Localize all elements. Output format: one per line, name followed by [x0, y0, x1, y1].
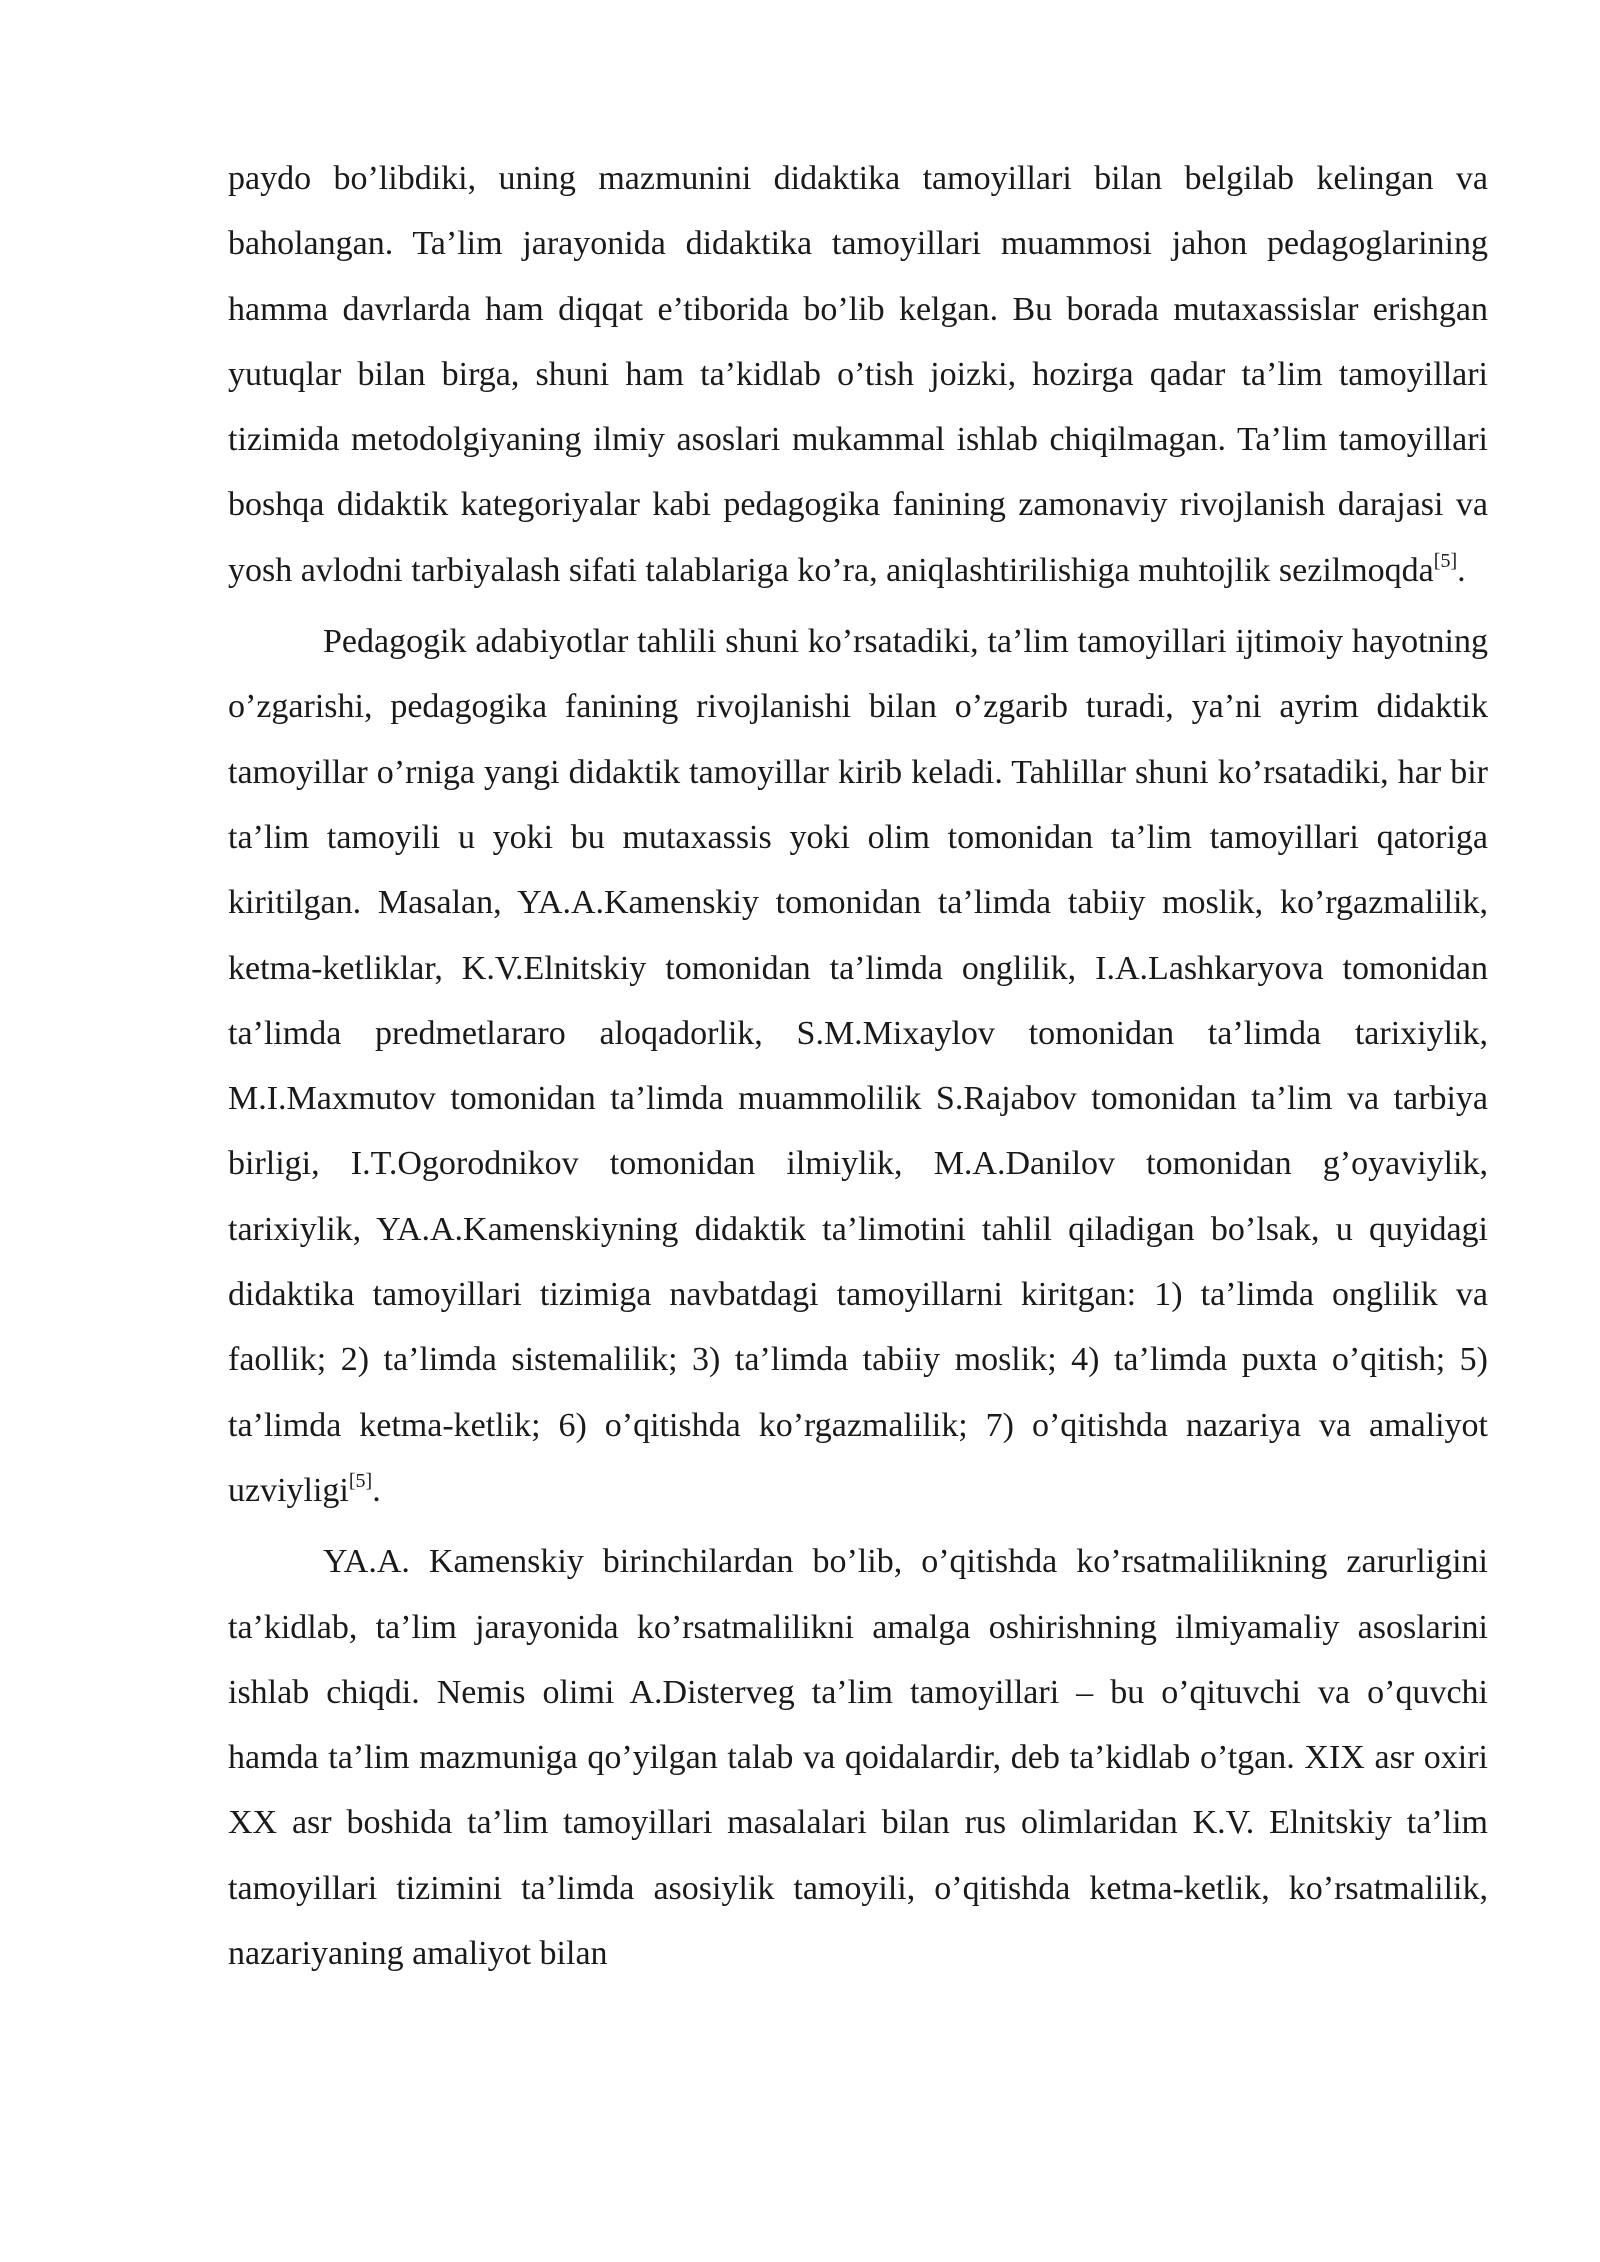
- paragraph-2-text: Pedagogik adabiyotlar tahlili shuni ko’rsatadiki, ta’lim tamoyillari ijtimoiy hayotning o’zgarishi, pedagogika fanining rivojlanishi bilan o’zgarib turadi, ya’ni ayrim didaktik tamoyillar o’rniga yangi didaktik tamoyillar kirib keladi. Tahlillar shuni ko’rsatadiki, har bir ta’lim tamoyili u yoki bu mutaxassis yoki olim tomonidan ta’lim tamoyillari qatoriga kiritilgan. Masalan, YA.A.Kamenskiy tomonidan ta’limda tabiiy moslik, ko’rgazmalilik, ketma-ketliklar, K.V.Elnitskiy tomonidan ta’limda onglilik, I.A.Lashkaryova tomonidan ta’limda predmetlararo aloqadorlik, S.M.Mixaylov tomonidan ta’limda tarixiylik, M.I.Maxmutov tomonidan ta’limda muammolilik S.Rajabov tomonidan ta’lim va tarbiya birligi, I.T.Ogorodnikov tomonidan ilmiylik, M.A.Danilov tomonidan g’oyaviylik, tarixiylik, YA.A.Kamenskiyning didaktik ta’limotini tahlil qiladigan bo’lsak, u quyidagi didaktika tamoyillari tizimiga navbatdagi tamoyillarni kiritgan: 1) ta’limda onglilik va faollik; 2) ta’limda sistemalilik; 3) ta’limda tabiiy moslik; 4) ta’limda puxta o’qitish; 5) ta’limda ketma-ketlik; 6) o’qitishda ko’rgazmalilik; 7) o’qitishda nazariya va amaliyot uzviyligi: [228, 623, 1488, 1509]
- citation-reference: [5]: [1433, 549, 1458, 572]
- paragraph-2-end: .: [372, 1471, 381, 1509]
- paragraph-2: [228, 609, 1488, 1523]
- document-page: [228, 146, 1488, 1986]
- paragraph-1-end: .: [1457, 551, 1466, 589]
- paragraph-1: [228, 146, 1488, 603]
- paragraph-3-text: YA.A. Kamenskiy birinchilardan bo’lib, o’qitishda ko’rsatmalilikning zarurligini ta’kidlab, ta’lim jarayonida ko’rsatmalilikni amalga oshirishning ilmiyamaliy asoslarini ishlab chiqdi. Nemis olimi A.Disterveg ta’lim tamoyillari – bu o’qituvchi va o’quvchi hamda ta’lim mazmuniga qo’yilgan talab va qoidalardir, deb ta’kidlab o’tgan. XIX asr oxiri XX asr boshida ta’lim tamoyillari masalalari bilan rus olimlaridan K.V. Elnitskiy ta’lim tamoyillari tizimini ta’limda asosiylik tamoyili, o’qitishda ketma-ketlik, ko’rsatmalilik, nazariyaning amaliyot bilan: [228, 1543, 1488, 1973]
- paragraph-1-text: paydo bo’libdiki, uning mazmunini didaktika tamoyillari bilan belgilab kelingan va baholangan. Ta’lim jarayonida didaktika tamoyillari muammosi jahon pedagoglarining hamma davrlarda ham diqqat e’tiborida bo’lib kelgan. Bu borada mutaxassislar erishgan yutuqlar bilan birga, shuni ham ta’kidlab o’tish joizki, hozirga qadar ta’lim tamoyillari tizimida metodolgiyaning ilmiy asoslari mukammal ishlab chiqilmagan. Ta’lim tamoyillari boshqa didaktik kategoriyalar kabi pedagogika fanining zamonaviy rivojlanish darajasi va yosh avlodni tarbiyalash sifati talablariga ko’ra, aniqlashtirilishiga muhtojlik sezilmoqda: [228, 160, 1488, 589]
- citation-reference: [5]: [348, 1469, 373, 1492]
- paragraph-3: [228, 1529, 1488, 1986]
